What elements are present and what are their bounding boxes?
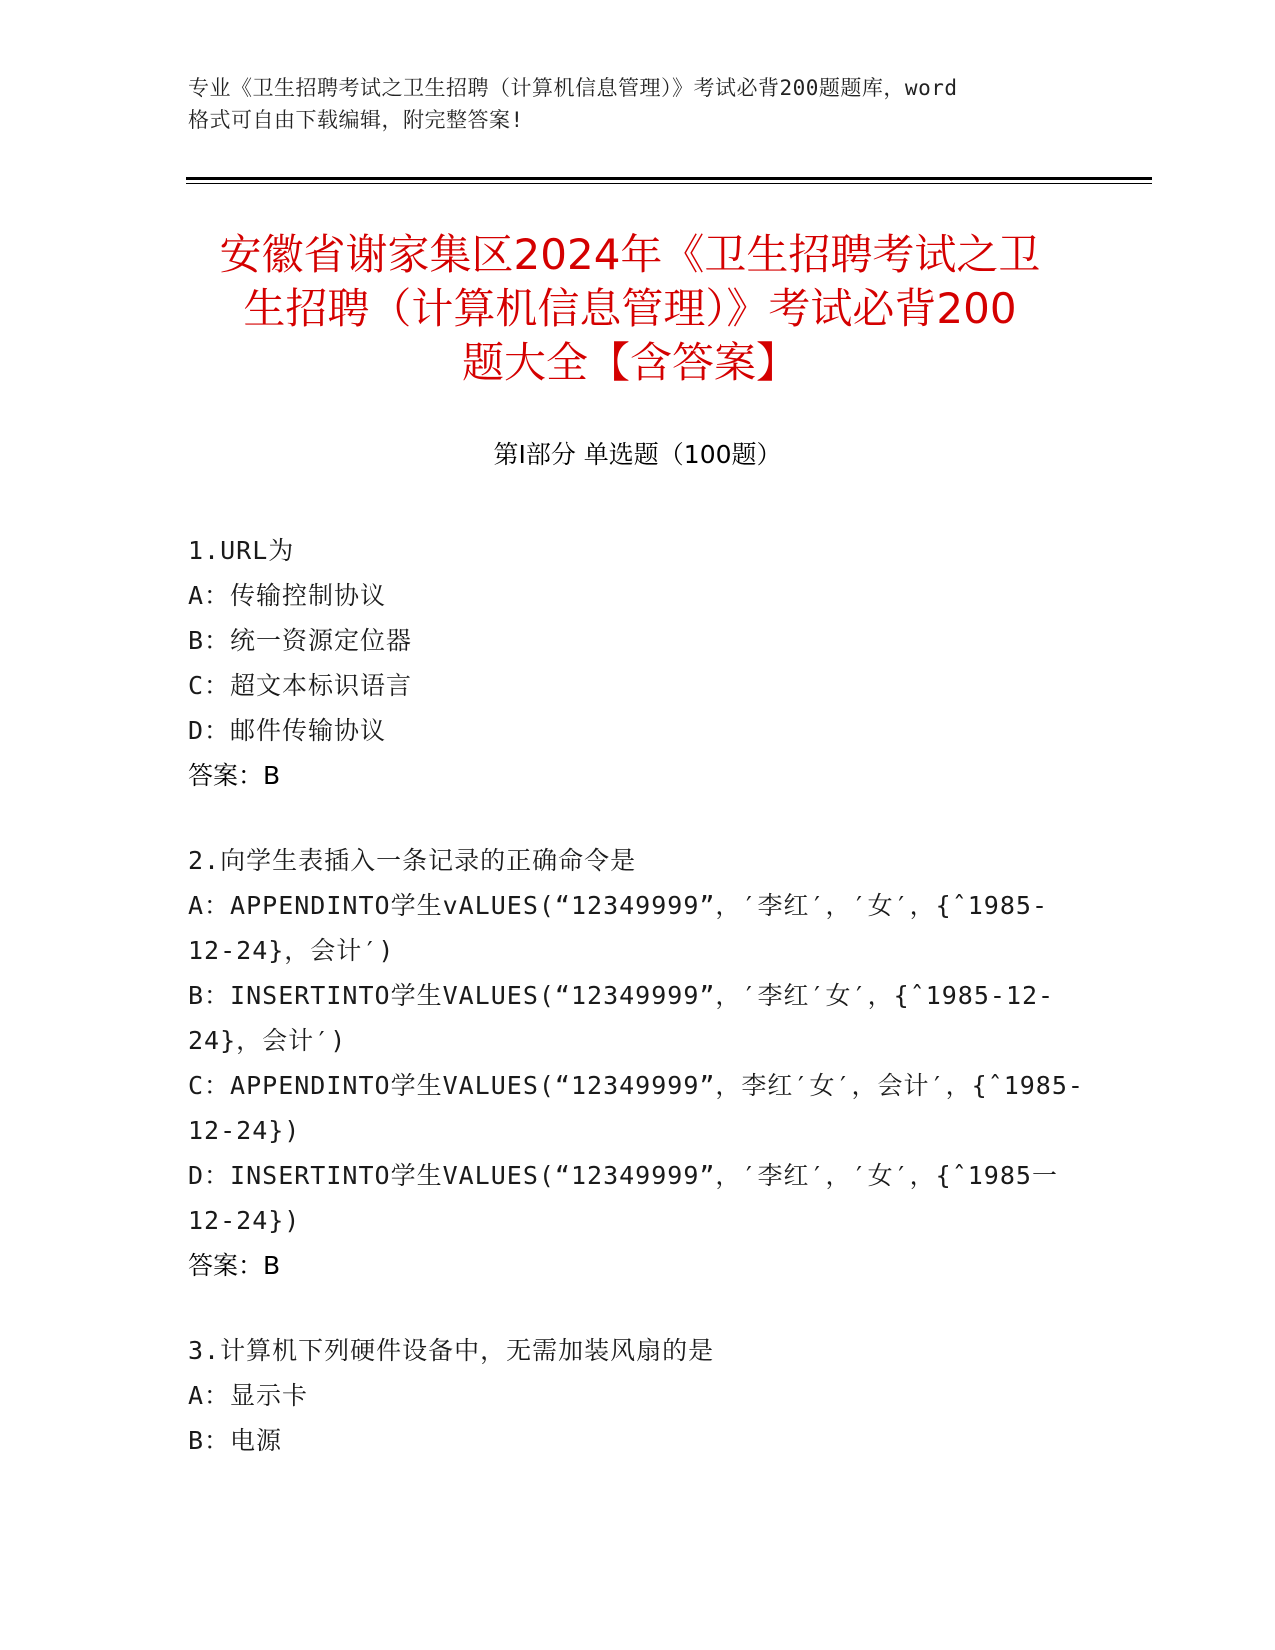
header-note-line-1: 专业《卫生招聘考试之卫生招聘（计算机信息管理）》考试必背200题题库，word: [188, 76, 958, 100]
option-d: D：INSERTINTO学生VALUES(“12349999”，′李红′，′女′，{ˆ1985一12-24}): [188, 1161, 1058, 1235]
option-b: B：电源: [188, 1426, 283, 1455]
option-a: A：显示卡: [188, 1381, 309, 1410]
option-a: A：APPENDINTO学生vALUES(“12349999”，′李红′，′女′，{ˆ1985-12-24}，会计′): [188, 891, 1049, 965]
header-divider-thick: [186, 177, 1152, 180]
question-2: [188, 838, 1088, 1288]
question-stem: 2.向学生表插入一条记录的正确命令是: [188, 846, 637, 875]
option-a: A：传输控制协议: [188, 581, 387, 610]
option-b: B：INSERTINTO学生VALUES(“12349999”，′李红′女′，{ˆ1985-12-24}，会计′): [188, 981, 1055, 1055]
question-1: [188, 528, 1088, 798]
question-list: [188, 528, 1088, 1503]
document-title-line-3: 题大全【含答案】: [461, 338, 798, 387]
section-heading: 第I部分 单选题（100题）: [493, 440, 782, 469]
question-stem: 1.URL为: [188, 536, 295, 565]
answer-line: 答案：B: [188, 1251, 281, 1280]
document-title-line-2: 生招聘（计算机信息管理）》考试必背200: [243, 284, 1017, 333]
document-title-line-1: 安徽省谢家集区2024年《卫生招聘考试之卫: [219, 230, 1041, 279]
question-stem: 3.计算机下列硬件设备中，无需加装风扇的是: [188, 1336, 715, 1365]
option-d: D：邮件传输协议: [188, 716, 387, 745]
option-c: C：超文本标识语言: [188, 671, 413, 700]
question-3: [188, 1328, 1088, 1463]
header-divider-thin: [186, 183, 1152, 184]
header-note: [188, 72, 1088, 136]
option-c: C：APPENDINTO学生VALUES(“12349999”，李红′女′，会计′，{ˆ1985-12-24}): [188, 1071, 1084, 1145]
answer-line: 答案：B: [188, 761, 281, 790]
header-note-line-2: 格式可自由下载编辑，附完整答案!: [188, 108, 524, 132]
document-title: [160, 228, 1100, 390]
option-b: B：统一资源定位器: [188, 626, 413, 655]
